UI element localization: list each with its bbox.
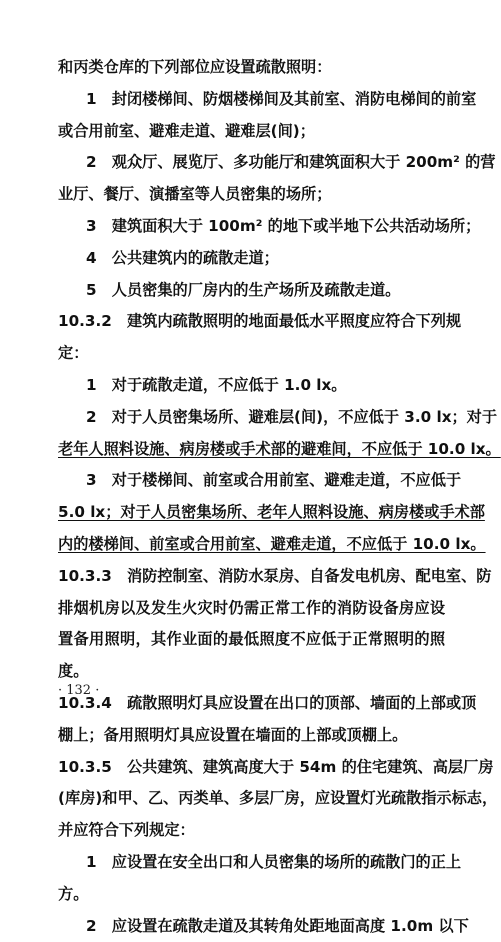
text-line xyxy=(58,434,501,466)
text-line: 3 对于楼梯间、前室或合用前室、避难走道，不应低于 xyxy=(86,471,462,490)
text-line: (库房)和甲、乙、丙类单、多层厂房，应设置灯光疏散指示标志， xyxy=(58,789,498,808)
text-line: 置备用照明，其作业面的最低照度不应低于正常照明的照 xyxy=(58,630,445,649)
underlined-text: 5.0 lx；对于人员密集场所、老年人照料设施、病房楼或手术部 xyxy=(58,503,485,522)
text-line: 并应符合下列规定： xyxy=(58,821,195,840)
text-line: 2 对于人员密集场所、避难层(间)，不应低于 3.0 lx；对于 xyxy=(86,407,498,426)
page-number: · 132 · xyxy=(58,683,100,698)
underlined-text: 老年人照料设施、病房楼或手术部的避难间，不应低于 10.0 lx。 xyxy=(58,439,501,458)
text-line xyxy=(58,497,485,529)
body-text xyxy=(58,52,501,942)
text-line: 业厅、餐厅、演播室等人员密集的场所； xyxy=(58,185,332,204)
text-line: 棚上；备用照明灯具应设置在墙面的上部或顶棚上。 xyxy=(58,725,408,744)
text-line: 4 公共建筑内的疏散走道； xyxy=(86,248,279,267)
text-line: 1 对于疏散走道，不应低于 1.0 lx。 xyxy=(86,375,347,394)
text-line: 10.3.5 公共建筑、建筑高度大于 54m 的住宅建筑、高层厂房 xyxy=(58,757,494,776)
text-line: 10.3.4 疏散照明灯具应设置在出口的顶部、墙面的上部或顶 xyxy=(58,693,477,712)
text-line: 排烟机房以及发生火灾时仍需正常工作的消防设备房应设 xyxy=(58,598,445,617)
text-line: 和丙类仓库的下列部位应设置疏散照明： xyxy=(58,58,332,76)
text-line: 2 观众厅、展览厅、多功能厅和建筑面积大于 200m² 的营 xyxy=(86,153,496,172)
text-line: 或合用前室、避难走道、避难层(间)； xyxy=(58,121,315,140)
text-line: 方。 xyxy=(58,884,89,903)
text-line: 定： xyxy=(58,344,89,363)
text-line: 1 应设置在安全出口和人员密集的场所的疏散门的正上 xyxy=(86,852,462,871)
text-line: 2 应设置在疏散走道及其转角处距地面高度 1.0m 以下 xyxy=(86,916,469,935)
text-line: 10.3.2 建筑内疏散照明的地面最低水平照度应符合下列规 xyxy=(58,312,462,331)
text-line: 度。 xyxy=(58,662,89,681)
text-line: 1 封闭楼梯间、防烟楼梯间及其前室、消防电梯间的前室 xyxy=(86,89,477,108)
text-line: 10.3.3 消防控制室、消防水泵房、自备发电机房、配电室、防 xyxy=(58,566,492,585)
text-line: 5 人员密集的厂房内的生产场所及疏散走道。 xyxy=(86,280,401,299)
text-line: 3 建筑面积大于 100m² 的地下或半地下公共活动场所； xyxy=(86,216,481,235)
underlined-text: 内的楼梯间、前室或合用前室、避难走道，不应低于 10.0 lx。 xyxy=(58,534,486,553)
text-line xyxy=(58,529,486,561)
